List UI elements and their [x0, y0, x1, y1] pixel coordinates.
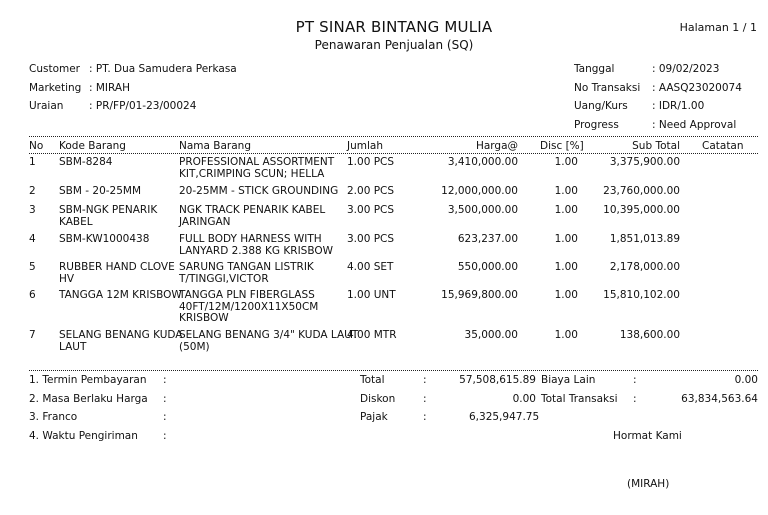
term-label: 3. Franco [29, 411, 78, 423]
info-value-tanggal: : 09/02/2023 [652, 63, 720, 75]
cell-line: JARINGAN [179, 215, 231, 228]
cell-line: (50M) [179, 340, 210, 353]
cell-line: RUBBER HAND CLOVE [59, 261, 175, 273]
cell-line: SARUNG TANGAN LISTRIK [179, 261, 314, 273]
cell-jumlah: 3.00 PCS [347, 233, 395, 245]
term-colon: : [163, 430, 167, 442]
cell-nama [179, 234, 347, 257]
term-colon: : [163, 411, 167, 423]
cell-no: 4 [29, 233, 36, 245]
term-colon: : [163, 393, 167, 405]
cell-line: SBM - 20-25MM [59, 185, 142, 197]
cell-jumlah: 4.00 SET [347, 261, 394, 273]
diskon-colon: : [423, 393, 427, 405]
cell-jumlah: 1.00 UNT [347, 289, 396, 301]
info-value-progress: : Need Approval [652, 119, 737, 131]
info-label-marketing: Marketing [29, 82, 82, 94]
cell-nama [179, 329, 359, 353]
cell-kode [59, 289, 182, 302]
cell-line: 20-25MM - STICK GROUNDING [179, 185, 339, 197]
info-label-tanggal: Tanggal [574, 63, 615, 75]
total-colon: : [423, 374, 427, 386]
info-value-customer: : PT. Dua Samudera Perkasa [89, 63, 237, 75]
cell-line: KRISBOW [179, 312, 229, 324]
company-name: PT SINAR BINTANG MULIA [295, 18, 493, 36]
cell-nama [179, 205, 347, 228]
total-transaksi-colon: : [633, 393, 637, 405]
term-label: 2. Masa Berlaku Harga [29, 393, 148, 405]
cell-harga: 3,410,000.00 [447, 156, 518, 168]
info-value-uang-kurs: : IDR/1.00 [652, 100, 705, 112]
cell-harga: 12,000,000.00 [441, 185, 518, 197]
pajak-colon: : [423, 411, 427, 423]
cell-nama [179, 157, 347, 180]
cell-line: HV [59, 272, 75, 285]
term-colon: : [163, 374, 167, 386]
info-value-no-transaksi: : AASQ23020074 [652, 82, 742, 94]
cell-line: TANGGA 12M KRISBOW [59, 289, 182, 301]
col-header-jumlah: Jumlah [347, 140, 383, 152]
cell-disc: 1.00 [554, 185, 578, 197]
cell-disc: 1.00 [554, 204, 578, 216]
info-value-uraian: : PR/FP/01-23/00024 [89, 100, 197, 112]
biaya-lain-value: 0.00 [734, 374, 758, 386]
cell-kode [59, 234, 177, 246]
total-transaksi-label: Total Transaksi [541, 393, 618, 405]
info-label-customer: Customer [29, 63, 81, 75]
cell-jumlah: 1.00 PCS [347, 156, 395, 168]
table-bottom-rule [29, 370, 758, 371]
cell-no: 6 [29, 289, 36, 301]
cell-subtotal: 2,178,000.00 [609, 261, 680, 273]
total-transaksi-value: 63,834,563.64 [681, 393, 758, 405]
cell-nama [179, 262, 347, 285]
cell-harga: 35,000.00 [464, 329, 518, 341]
cell-disc: 1.00 [554, 261, 578, 273]
cell-subtotal: 10,395,000.00 [603, 204, 680, 216]
cell-line: FULL BODY HARNESS WITH [179, 233, 322, 245]
col-header-harga: Harga@ [475, 140, 518, 152]
cell-kode [59, 205, 177, 228]
cell-harga: 623,237.00 [457, 233, 518, 245]
pajak-value: 6,325,947.75 [469, 411, 540, 423]
total-label: Total [360, 374, 385, 386]
diskon-label: Diskon [360, 393, 396, 405]
pajak-label: Pajak [360, 411, 388, 423]
cell-line: SELANG BENANG KUDA [59, 329, 183, 341]
info-label-no-transaksi: No Transaksi [574, 82, 641, 94]
term-label: 1. Termin Pembayaran [29, 374, 147, 386]
cell-subtotal: 3,375,900.00 [609, 156, 680, 168]
cell-line: SELANG BENANG 3/4" KUDA LAUT [179, 329, 359, 341]
cell-kode [59, 262, 177, 285]
cell-harga: 550,000.00 [457, 261, 518, 273]
biaya-lain-colon: : [633, 374, 637, 386]
cell-line: PROFESSIONAL ASSORTMENT [179, 156, 335, 168]
cell-line: KABEL [59, 215, 93, 228]
cell-kode [59, 157, 177, 169]
cell-nama [179, 186, 347, 198]
col-header-disc: Disc [%] [540, 140, 584, 152]
cell-no: 5 [29, 261, 36, 273]
table-top-rule [29, 136, 758, 137]
cell-nama [179, 290, 347, 325]
cell-disc: 1.00 [554, 289, 578, 301]
cell-harga: 3,500,000.00 [447, 204, 518, 216]
cell-line: T/TINGGI,VICTOR [179, 272, 269, 285]
col-header-kode: Kode Barang [59, 140, 126, 152]
cell-harga: 15,969,800.00 [441, 289, 518, 301]
cell-no: 7 [29, 329, 36, 341]
cell-disc: 1.00 [554, 329, 578, 341]
cell-no: 2 [29, 185, 36, 197]
cell-line: 40FT/12M/1200X11X50CM [179, 300, 319, 313]
cell-line: NGK TRACK PENARIK KABEL [179, 204, 326, 216]
cell-line: KIT,CRIMPING SCUN; HELLA [179, 167, 325, 180]
info-value-marketing: : MIRAH [89, 82, 130, 94]
cell-disc: 1.00 [554, 233, 578, 245]
cell-subtotal: 138,600.00 [619, 329, 680, 341]
biaya-lain-label: Biaya Lain [541, 374, 596, 386]
cell-subtotal: 23,760,000.00 [603, 185, 680, 197]
cell-line: SBM-8284 [59, 156, 113, 168]
info-label-uang-kurs: Uang/Kurs [574, 100, 628, 112]
col-header-subtotal: Sub Total [632, 140, 680, 152]
col-header-catatan: Catatan [702, 140, 744, 152]
total-value: 57,508,615.89 [459, 374, 536, 386]
page-indicator: Halaman 1 / 1 [679, 21, 757, 34]
cell-kode [59, 186, 177, 198]
cell-jumlah: 3.00 PCS [347, 204, 395, 216]
cell-line: LANYARD 2.388 KG KRISBOW [179, 244, 333, 257]
diskon-value: 0.00 [512, 393, 536, 405]
cell-subtotal: 1,851,013.89 [609, 233, 680, 245]
document-title: Penawaran Penjualan (SQ) [314, 38, 474, 52]
info-label-progress: Progress [574, 119, 619, 131]
cell-subtotal: 15,810,102.00 [603, 289, 680, 301]
col-header-no: No [29, 140, 44, 152]
cell-jumlah: 4.00 MTR [347, 329, 397, 341]
table-header-rule [29, 153, 758, 154]
signature-greeting: Hormat Kami [613, 430, 682, 442]
cell-kode [59, 329, 183, 353]
cell-line: SBM-KW1000438 [59, 233, 150, 245]
cell-no: 1 [29, 156, 36, 168]
cell-line: TANGGA PLN FIBERGLASS [179, 289, 315, 301]
cell-line: LAUT [59, 340, 87, 353]
cell-jumlah: 2.00 PCS [347, 185, 395, 197]
signature-name: (MIRAH) [627, 478, 670, 490]
col-header-nama: Nama Barang [179, 140, 251, 152]
info-label-uraian: Uraian [29, 100, 64, 112]
cell-no: 3 [29, 204, 36, 216]
cell-disc: 1.00 [554, 156, 578, 168]
term-label: 4. Waktu Pengiriman [29, 430, 138, 442]
cell-line: SBM-NGK PENARIK [59, 204, 158, 216]
